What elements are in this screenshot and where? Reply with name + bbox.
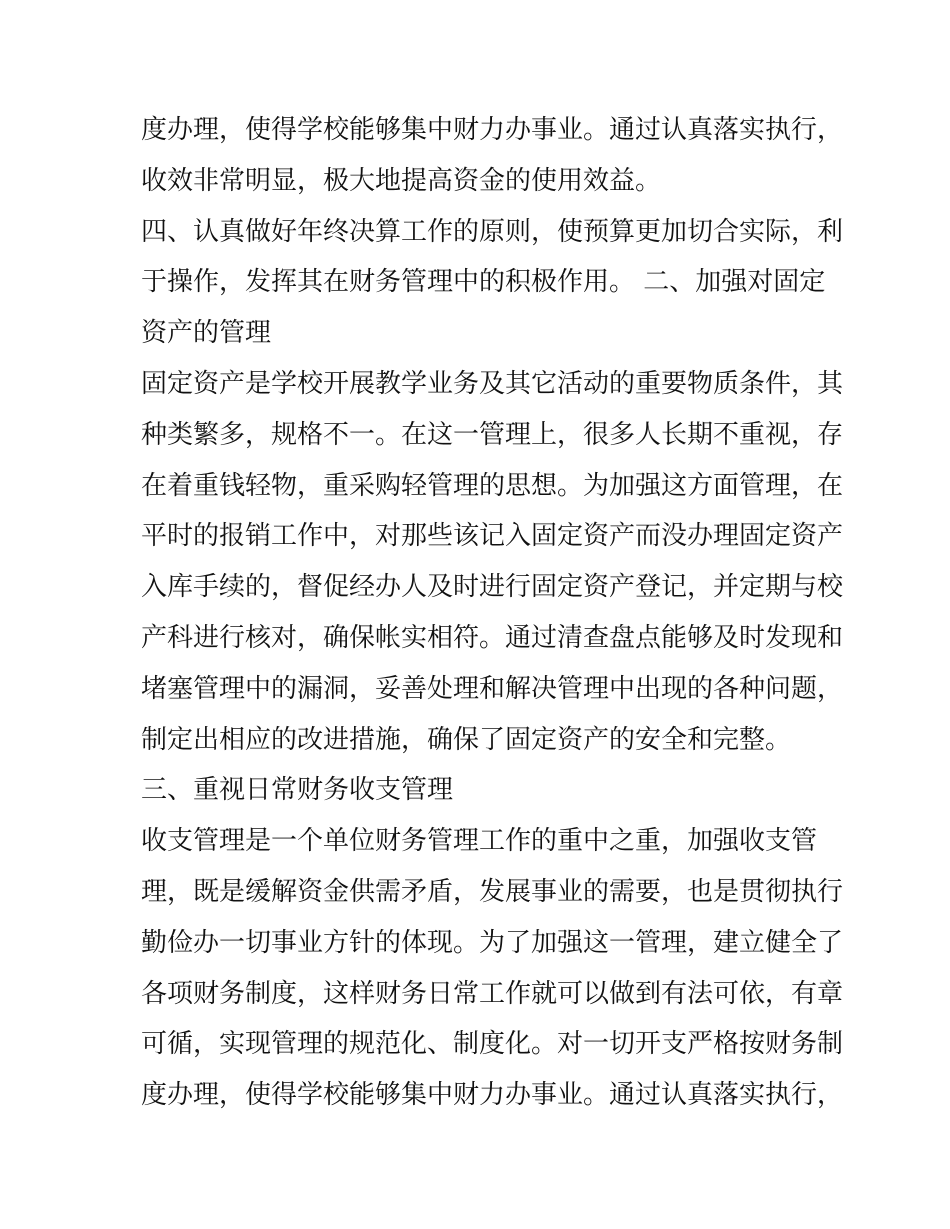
text-line: 在着重钱轻物，重采购轻管理的思想。为加强这方面管理，在: [141, 470, 844, 501]
text-line: 度办理，使得学校能够集中财力办事业。通过认真落实执行，: [141, 115, 844, 145]
text-line: 勤俭办一切事业方针的体现。为了加强这一管理，建立健全了: [141, 927, 844, 958]
text-line: 收效非常明显，极大地提高资金的使用效益。: [141, 165, 662, 196]
text-line: 可循，实现管理的规范化、制度化。对一切开支严格按财务制: [141, 1029, 844, 1060]
text-line: 固定资产是学校开展教学业务及其它活动的重要物质条件，其: [141, 368, 844, 399]
text-line: 制定出相应的改进措施，确保了固定资产的安全和完整。: [141, 724, 792, 755]
section-heading-line: 四、认真做好年终决算工作的原则，使预算更加切合实际，利: [141, 216, 844, 247]
text-line: 堵塞管理中的漏洞，妥善处理和解决管理中出现的各种问题，: [141, 673, 844, 704]
text-line: 度办理，使得学校能够集中财力办事业。通过认真落实执行，: [141, 1080, 844, 1111]
text-line: 理，既是缓解资金供需矛盾，发展事业的需要，也是贯彻执行: [141, 876, 844, 907]
text-line: 于操作，发挥其在财务管理中的积极作用。 二、加强对固定: [141, 267, 826, 298]
section-heading: 三、重视日常财务收支管理: [141, 775, 454, 806]
text-line: 种类繁多，规格不一。在这一管理上，很多人长期不重视，存: [141, 419, 844, 450]
text-line: 平时的报销工作中，对那些该记入固定资产而没办理固定资产: [141, 521, 844, 552]
text-line: 各项财务制度，这样财务日常工作就可以做到有法可依，有章: [141, 978, 844, 1009]
text-line: 入库手续的，督促经办人及时进行固定资产登记，并定期与校: [141, 572, 844, 603]
text-line: 产科进行核对，确保帐实相符。通过清查盘点能够及时发现和: [141, 622, 844, 653]
text-line: 资产的管理: [141, 318, 272, 349]
text-line: 收支管理是一个单位财务管理工作的重中之重，加强收支管: [141, 826, 818, 857]
body-text: [141, 105, 844, 1121]
